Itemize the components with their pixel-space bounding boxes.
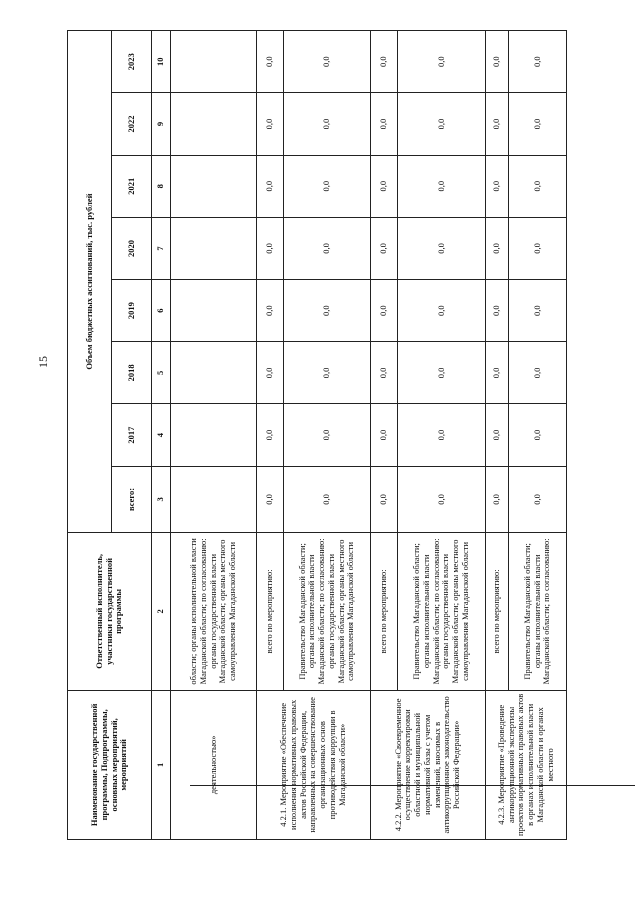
value-cell: 0,0: [397, 217, 485, 279]
value-cell: 0,0: [284, 466, 370, 532]
header-year: 2021: [112, 155, 152, 217]
value-cell: 0,0: [257, 155, 284, 217]
value-cell: 0,0: [370, 466, 397, 532]
value-cell: 0,0: [486, 217, 509, 279]
header-total: всего:: [112, 466, 152, 532]
column-number: 7: [152, 217, 171, 279]
value-cell: 0,0: [257, 404, 284, 466]
executor-cell: области; органы исполнительной власти Магаданской области; по согласованию: органы государственной власти Магаданской области; органы местного самоуправления Магаданской области: [170, 533, 256, 691]
value-cell: 0,0: [509, 342, 567, 404]
value-cell: 0,0: [257, 280, 284, 342]
program-name-cell: 4.2.1. Мероприятие «Обеспечение исполнения нормативных правовых актов Российской Федерации, направленных на совершенствование организационных основ противодействия коррупции в Магаданской области»: [257, 690, 370, 839]
value-cell: 0,0: [370, 404, 397, 466]
value-cell: 0,0: [486, 93, 509, 155]
value-cell: 0,0: [284, 404, 370, 466]
value-cell: 0,0: [486, 155, 509, 217]
header-year: 2019: [112, 280, 152, 342]
value-cell: 0,0: [257, 31, 284, 93]
value-cell: 0,0: [257, 217, 284, 279]
budget-table-container: [67, 30, 567, 840]
value-cell: 0,0: [284, 155, 370, 217]
header-name: Наименование государственной программы, Подпрограммы, основных мероприятий, мероприятий: [68, 690, 152, 839]
value-cell: 0,0: [257, 342, 284, 404]
executor-cell: Правительство Магаданской области; органы исполнительной власти Магаданской области; по согласованию: органы государственной власти Магаданской области; органы местного самоуправления Магаданской области: [397, 533, 485, 691]
header-executor: Ответственный исполнитель, участники государственной программы: [68, 533, 152, 691]
value-cell: 0,0: [397, 155, 485, 217]
value-cell: 0,0: [509, 404, 567, 466]
executor-cell: Правительство Магаданской области; органы исполнительной власти Магаданской области; по согласованию: органы государственной власти Магаданской области; органы местного самоуправления Магаданской области: [284, 533, 370, 691]
value-cell: 0,0: [486, 466, 509, 532]
value-cell: 0,0: [486, 342, 509, 404]
header-year: 2018: [112, 342, 152, 404]
budget-table: [67, 30, 567, 840]
value-cell: 0,0: [370, 155, 397, 217]
program-name-cell: 4.2.3. Мероприятие «Проведение антикоррупционной экспертизы проектов нормативных правовых актов в органах исполнительной власти Магаданской области и органах местного: [486, 690, 567, 839]
column-number: 10: [152, 31, 171, 93]
value-cell: 0,0: [370, 342, 397, 404]
value-cell: [170, 31, 256, 93]
value-cell: [170, 466, 256, 532]
executor-cell: Правительство Магаданской области; органы исполнительной власти Магаданской области; по согласованию:: [509, 533, 567, 691]
column-number: 8: [152, 155, 171, 217]
value-cell: [170, 93, 256, 155]
value-cell: 0,0: [397, 93, 485, 155]
table-row: [170, 31, 256, 840]
value-cell: 0,0: [397, 31, 485, 93]
value-cell: 0,0: [284, 31, 370, 93]
value-cell: 0,0: [257, 93, 284, 155]
value-cell: 0,0: [370, 93, 397, 155]
header-year: 2017: [112, 404, 152, 466]
value-cell: 0,0: [284, 217, 370, 279]
page-number: 15: [36, 356, 50, 368]
value-cell: 0,0: [397, 466, 485, 532]
table-row: [257, 31, 284, 840]
executor-cell: всего по мероприятию:: [370, 533, 397, 691]
column-number: 1: [152, 690, 171, 839]
value-cell: 0,0: [397, 404, 485, 466]
table-row: [370, 31, 397, 840]
table-row: [486, 31, 509, 840]
header-year: 2020: [112, 217, 152, 279]
value-cell: 0,0: [486, 280, 509, 342]
value-cell: 0,0: [284, 280, 370, 342]
column-number: 5: [152, 342, 171, 404]
value-cell: 0,0: [257, 466, 284, 532]
value-cell: 0,0: [370, 280, 397, 342]
header-year: 2023: [112, 31, 152, 93]
executor-cell: всего по мероприятию:: [486, 533, 509, 691]
value-cell: [170, 342, 256, 404]
program-name-cell: деятельностью»: [170, 690, 256, 839]
column-number: 9: [152, 93, 171, 155]
value-cell: 0,0: [509, 466, 567, 532]
value-cell: 0,0: [509, 280, 567, 342]
header-budget-group: Объем бюджетных ассигнований, тыс. рублей: [68, 31, 112, 533]
value-cell: 0,0: [370, 31, 397, 93]
value-cell: [170, 217, 256, 279]
value-cell: 0,0: [397, 342, 485, 404]
program-name-cell: 4.2.2. Мероприятие «Своевременное осуществление корректировки областной и муниципальной нормативной базы с учетом изменений, вносимых в антикоррупционное законодательство Российской Федерации»: [370, 690, 486, 839]
value-cell: [170, 404, 256, 466]
value-cell: 0,0: [509, 155, 567, 217]
column-number: 2: [152, 533, 171, 691]
value-cell: 0,0: [509, 31, 567, 93]
value-cell: [170, 155, 256, 217]
value-cell: 0,0: [486, 404, 509, 466]
column-number: 3: [152, 466, 171, 532]
column-number: 6: [152, 280, 171, 342]
value-cell: 0,0: [284, 342, 370, 404]
executor-cell: всего по мероприятию:: [257, 533, 284, 691]
value-cell: 0,0: [370, 217, 397, 279]
column-number: 4: [152, 404, 171, 466]
value-cell: 0,0: [486, 31, 509, 93]
value-cell: 0,0: [509, 93, 567, 155]
value-cell: 0,0: [509, 217, 567, 279]
value-cell: 0,0: [284, 93, 370, 155]
value-cell: 0,0: [397, 280, 485, 342]
header-year: 2022: [112, 93, 152, 155]
value-cell: [170, 280, 256, 342]
